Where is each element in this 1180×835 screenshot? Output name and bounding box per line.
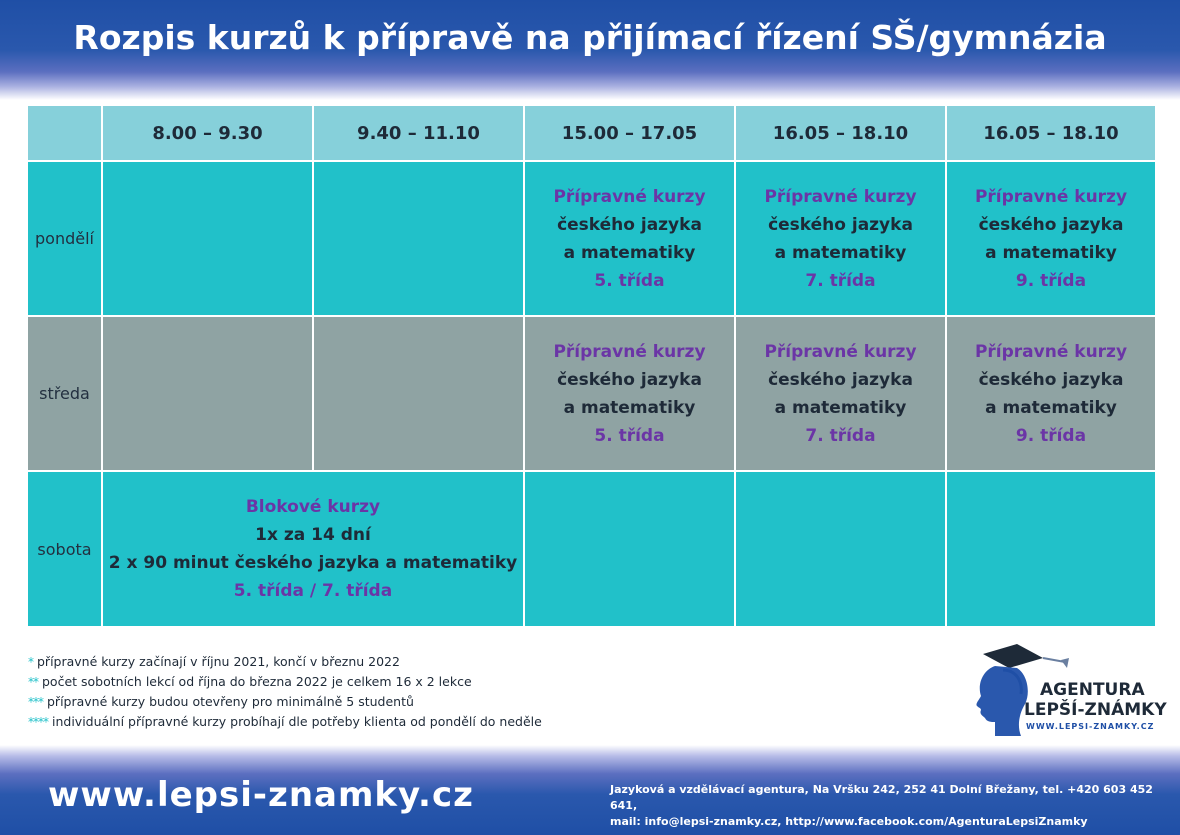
contact-address: Jazyková a vzdělávací agentura, Na Vršku 242, 252 41 Dolní Břežany, tel. +420 603 452 641,	[610, 783, 1153, 812]
course-title: Přípravné kurzy	[974, 341, 1128, 362]
logo-text-url: WWW.LEPSI-ZNAMKY.CZ	[1026, 722, 1155, 731]
course-subject: českého jazyka	[768, 214, 913, 235]
footnote-item	[28, 672, 542, 692]
course-grade: 5. třída	[594, 425, 665, 446]
empty-cell	[103, 162, 314, 317]
course-grade: 9. třída	[1015, 270, 1087, 291]
course-subject: a matematiky	[774, 397, 907, 418]
contact-mail: mail: info@lepsi-znamky.cz, http://www.facebook.com/AgenturaLepsiZnamky	[610, 815, 1088, 828]
footnotes	[28, 652, 542, 732]
empty-cell	[947, 472, 1155, 626]
footnote-item	[28, 652, 542, 672]
day-wednesday: středa	[28, 317, 103, 472]
schedule-table	[28, 106, 1155, 626]
page-title: Rozpis kurzů k přípravě na přijímací řízení SŠ/gymnázia	[73, 18, 1107, 57]
time-header-1: 8.00 – 9.30	[103, 106, 314, 162]
time-header-5: 16.05 – 18.10	[947, 106, 1155, 162]
footnote-item	[28, 692, 542, 712]
empty-cell	[314, 317, 525, 472]
course-cell-monday-grade9	[947, 162, 1155, 317]
course-subject: a matematiky	[985, 397, 1117, 418]
course-title: Přípravné kurzy	[764, 341, 917, 362]
course-subject: 2 x 90 minut českého jazyka a matematiky	[108, 553, 518, 573]
course-subject: a matematiky	[563, 242, 696, 263]
course-cell-saturday-block	[103, 472, 525, 626]
course-subject: českého jazyka	[557, 214, 702, 235]
asterisk-icon: ***	[28, 695, 43, 709]
course-subject: českého jazyka	[978, 214, 1124, 235]
course-title: Přípravné kurzy	[974, 186, 1128, 207]
course-cell-monday-grade5	[525, 162, 736, 317]
empty-cell	[736, 472, 947, 626]
empty-cell	[314, 162, 525, 317]
course-grade: 5. třída / 7. třída	[233, 581, 393, 601]
day-saturday: sobota	[28, 472, 103, 626]
asterisk-icon: ****	[28, 715, 48, 729]
corner-cell	[28, 106, 103, 162]
course-grade: 7. třída	[805, 425, 876, 446]
course-title: Přípravné kurzy	[553, 186, 706, 207]
footnote-text: přípravné kurzy začínají v říjnu 2021, končí v březnu 2022	[37, 654, 400, 669]
footnote-text: individuální přípravné kurzy probíhají dle potřeby klienta od pondělí do neděle	[52, 714, 542, 729]
logo-text-line1: AGENTURA	[1040, 680, 1145, 700]
course-subject: a matematiky	[774, 242, 907, 263]
logo-text-line2: LEPŠÍ-ZNÁMKY	[1024, 700, 1167, 720]
course-grade: 7. třída	[805, 270, 876, 291]
course-subject: a matematiky	[985, 242, 1117, 263]
course-cell-wednesday-grade9	[947, 317, 1155, 472]
footnote-text: přípravné kurzy budou otevřeny pro minimálně 5 studentů	[47, 694, 414, 709]
contact-info	[610, 782, 1180, 830]
course-title: Přípravné kurzy	[553, 341, 706, 362]
asterisk-icon: **	[28, 675, 38, 689]
day-monday: pondělí	[28, 162, 103, 317]
footnote-item	[28, 712, 542, 732]
course-cell-monday-grade7	[736, 162, 947, 317]
course-cell-wednesday-grade7	[736, 317, 947, 472]
time-header-2: 9.40 – 11.10	[314, 106, 525, 162]
course-grade: 5. třída	[594, 270, 665, 291]
website-url: www.lepsi-znamky.cz	[48, 775, 474, 815]
empty-cell	[103, 317, 314, 472]
empty-cell	[525, 472, 736, 626]
course-title: Přípravné kurzy	[764, 186, 917, 207]
course-subject: českého jazyka	[557, 369, 702, 390]
course-frequency: 1x za 14 dní	[255, 525, 371, 545]
course-cell-wednesday-grade5	[525, 317, 736, 472]
course-subject: a matematiky	[563, 397, 696, 418]
course-title: Blokové kurzy	[245, 497, 381, 517]
footnote-text: počet sobotních lekcí od října do března 2022 je celkem 16 x 2 lekce	[42, 674, 472, 689]
time-header-4: 16.05 – 18.10	[736, 106, 947, 162]
course-grade: 9. třída	[1015, 425, 1087, 446]
course-subject: českého jazyka	[768, 369, 913, 390]
time-header-3: 15.00 – 17.05	[525, 106, 736, 162]
course-subject: českého jazyka	[978, 369, 1124, 390]
asterisk-icon: *	[28, 655, 33, 669]
